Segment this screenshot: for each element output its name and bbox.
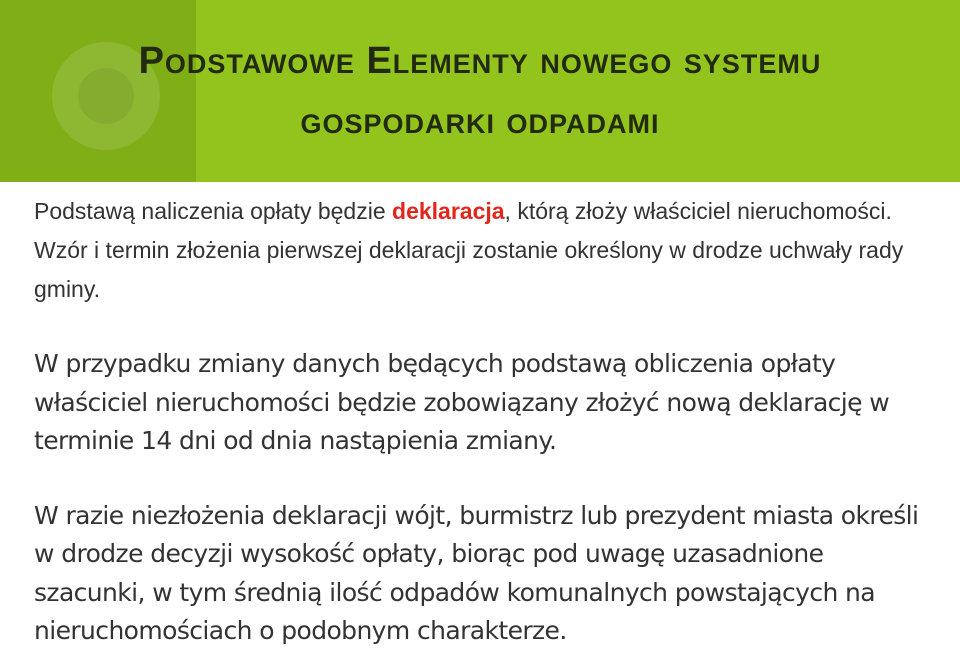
paragraph-data-change: W przypadku zmiany danych będących podstawą obliczenia opłaty właściciel nieruchomości będzie zobowiązany złożyć nową deklarację w terminie 14 dni od dnia nastąpienia zmiany. [34, 349, 890, 455]
slide-title-line1: Podstawowe Elementy nowego systemu [138, 40, 822, 82]
paragraph-text: , którą złoży właściciel nieruchomości. Wzór i termin złożenia pierwszej deklaracji zostanie określony w drodze uchwały rady gminy. [34, 198, 904, 302]
highlighted-term: deklaracja [392, 198, 505, 224]
paragraph-text: Podstawą naliczenia opłaty będzie [34, 198, 393, 224]
paragraph-no-declaration: W razie niezłożenia deklaracji wójt, burmistrz lub prezydent miasta określi w drodze decyzji wysokość opłaty, biorąc pod uwagę uzasadnione szacunki, w tym średnią ilość odpadów komunalnych powstających na nieruchomościach o podobnym charakterze. [34, 500, 919, 645]
title-banner [0, 0, 960, 182]
slide-title-line2: gospodarki odpadami [300, 100, 660, 142]
slide-body [34, 192, 934, 651]
paragraph-declaration-basis [34, 192, 934, 309]
slide-title [0, 30, 960, 150]
